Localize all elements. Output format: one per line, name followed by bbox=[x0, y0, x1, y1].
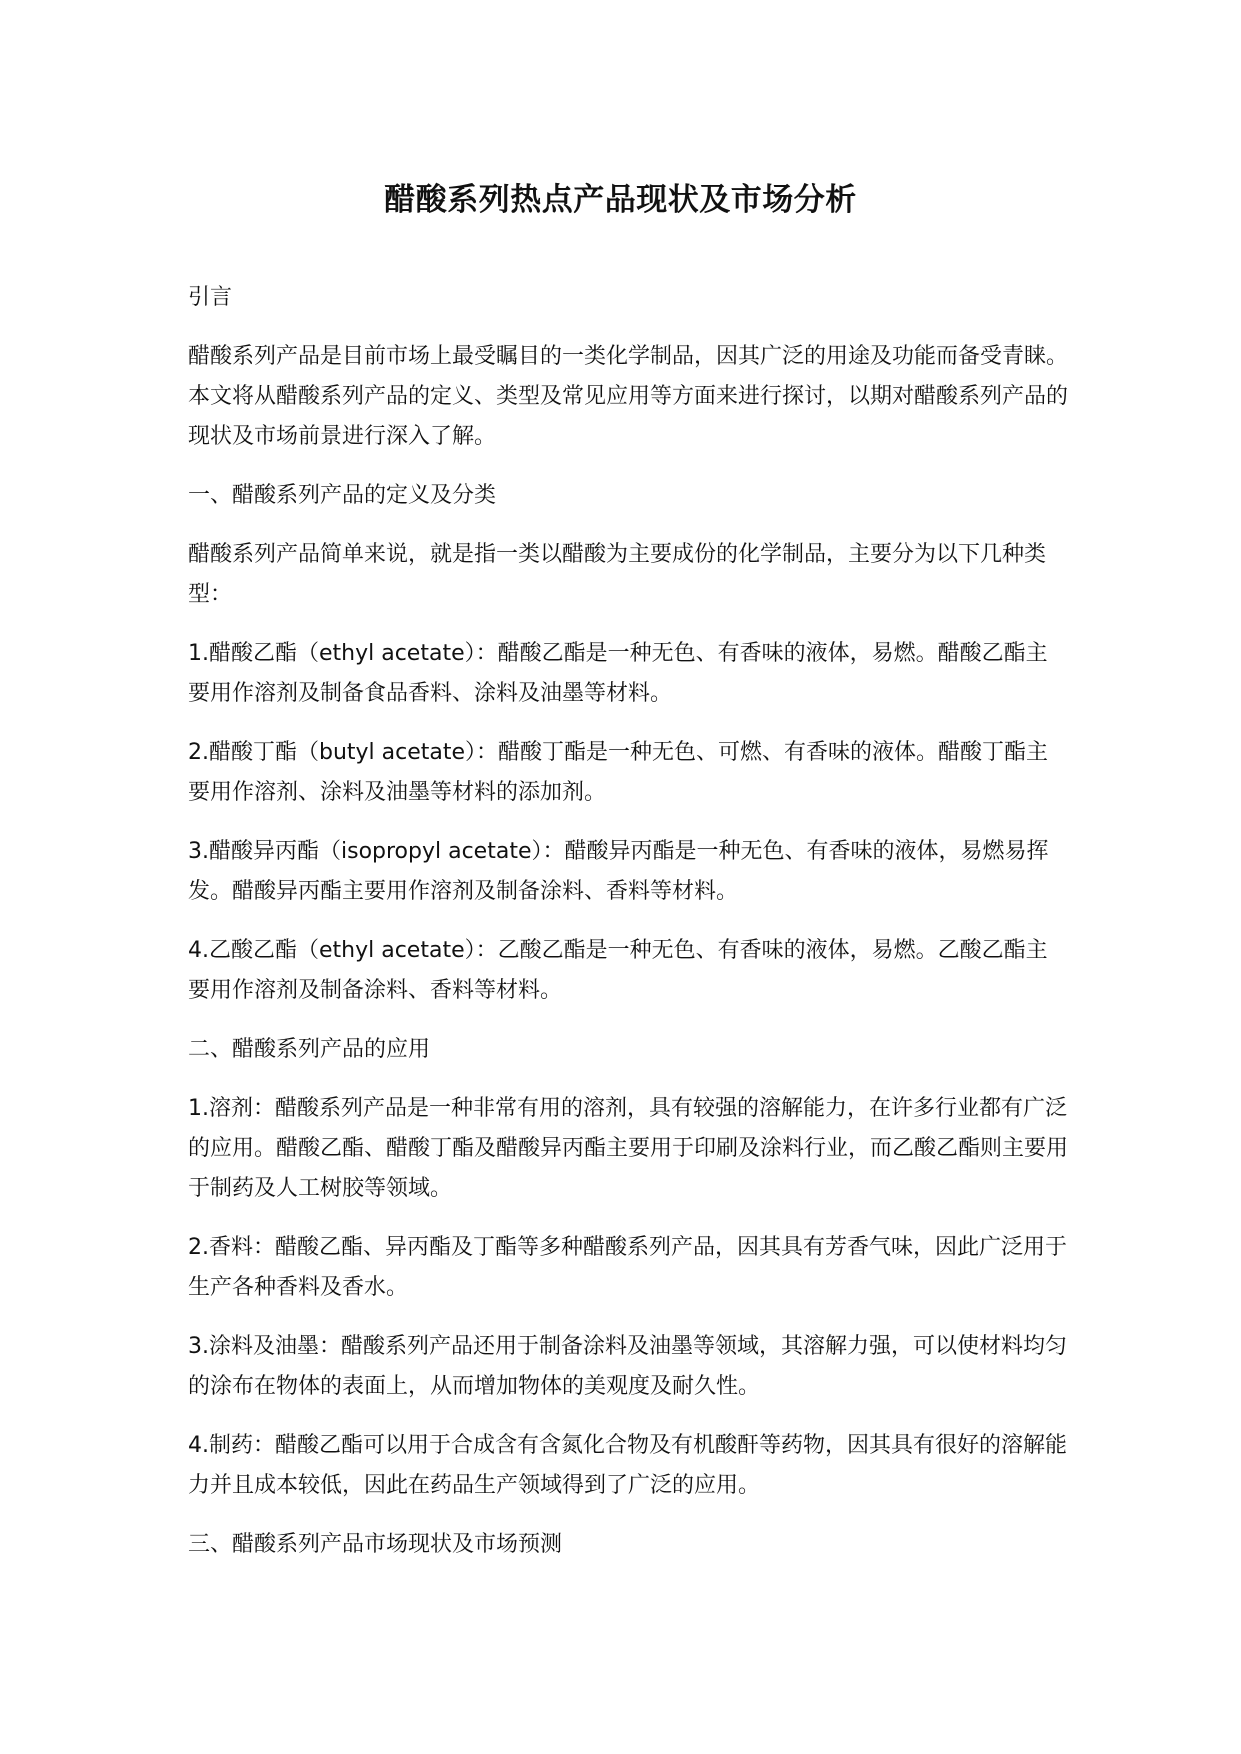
list-item-pharmaceutical: 4.制药：醋酸乙酯可以用于合成含有含氮化合物及有机酸酐等药物，因其具有很好的溶解能力并且成本较低，因此在药品生产领域得到了广泛的应用。 bbox=[188, 1433, 1067, 1498]
list-item-coatings-inks: 3.涂料及油墨：醋酸系列产品还用于制备涂料及油墨等领域，其溶解力强，可以使材料均匀的涂布在物体的表面上，从而增加物体的美观度及耐久性。 bbox=[188, 1334, 1067, 1399]
document-title: 醋酸系列热点产品现状及市场分析 bbox=[384, 182, 857, 218]
heading-introduction: 引言 bbox=[188, 285, 233, 310]
list-item-ethyl-acetate: 1.醋酸乙酯（ethyl acetate）：醋酸乙酯是一种无色、有香味的液体，易燃。醋酸乙酯主要用作溶剂及制备食品香料、涂料及油墨等材料。 bbox=[188, 641, 1048, 706]
document-body bbox=[188, 278, 1068, 1584]
paragraph-definition: 醋酸系列产品简单来说，就是指一类以醋酸为主要成份的化学制品，主要分为以下几种类型： bbox=[188, 542, 1047, 607]
list-item-acetic-ethyl-acetate: 4.乙酸乙酯（ethyl acetate）：乙酸乙酯是一种无色、有香味的液体，易燃。乙酸乙酯主要用作溶剂及制备涂料、香料等材料。 bbox=[188, 938, 1048, 1003]
list-item-isopropyl-acetate: 3.醋酸异丙酯（isopropyl acetate）：醋酸异丙酯是一种无色、有香味的液体，易燃易挥发。醋酸异丙酯主要用作溶剂及制备涂料、香料等材料。 bbox=[188, 839, 1049, 904]
list-item-solvent: 1.溶剂：醋酸系列产品是一种非常有用的溶剂，具有较强的溶解能力，在许多行业都有广泛的应用。醋酸乙酯、醋酸丁酯及醋酸异丙酯主要用于印刷及涂料行业，而乙酸乙酯则主要用于制药及人工树胶等领域。 bbox=[188, 1096, 1069, 1201]
list-item-butyl-acetate: 2.醋酸丁酯（butyl acetate）：醋酸丁酯是一种无色、可燃、有香味的液体。醋酸丁酯主要用作溶剂、涂料及油墨等材料的添加剂。 bbox=[188, 740, 1049, 805]
heading-section-2: 二、醋酸系列产品的应用 bbox=[188, 1037, 431, 1062]
heading-section-1: 一、醋酸系列产品的定义及分类 bbox=[188, 483, 497, 508]
list-item-fragrance: 2.香料：醋酸乙酯、异丙酯及丁酯等多种醋酸系列产品，因其具有芳香气味，因此广泛用于生产各种香料及香水。 bbox=[188, 1235, 1067, 1300]
paragraph-introduction: 醋酸系列产品是目前市场上最受瞩目的一类化学制品，因其广泛的用途及功能而备受青睐。本文将从醋酸系列产品的定义、类型及常见应用等方面来进行探讨，以期对醋酸系列产品的现状及市场前景进行深入了解。 bbox=[188, 344, 1069, 449]
heading-section-3: 三、醋酸系列产品市场现状及市场预测 bbox=[188, 1532, 563, 1557]
